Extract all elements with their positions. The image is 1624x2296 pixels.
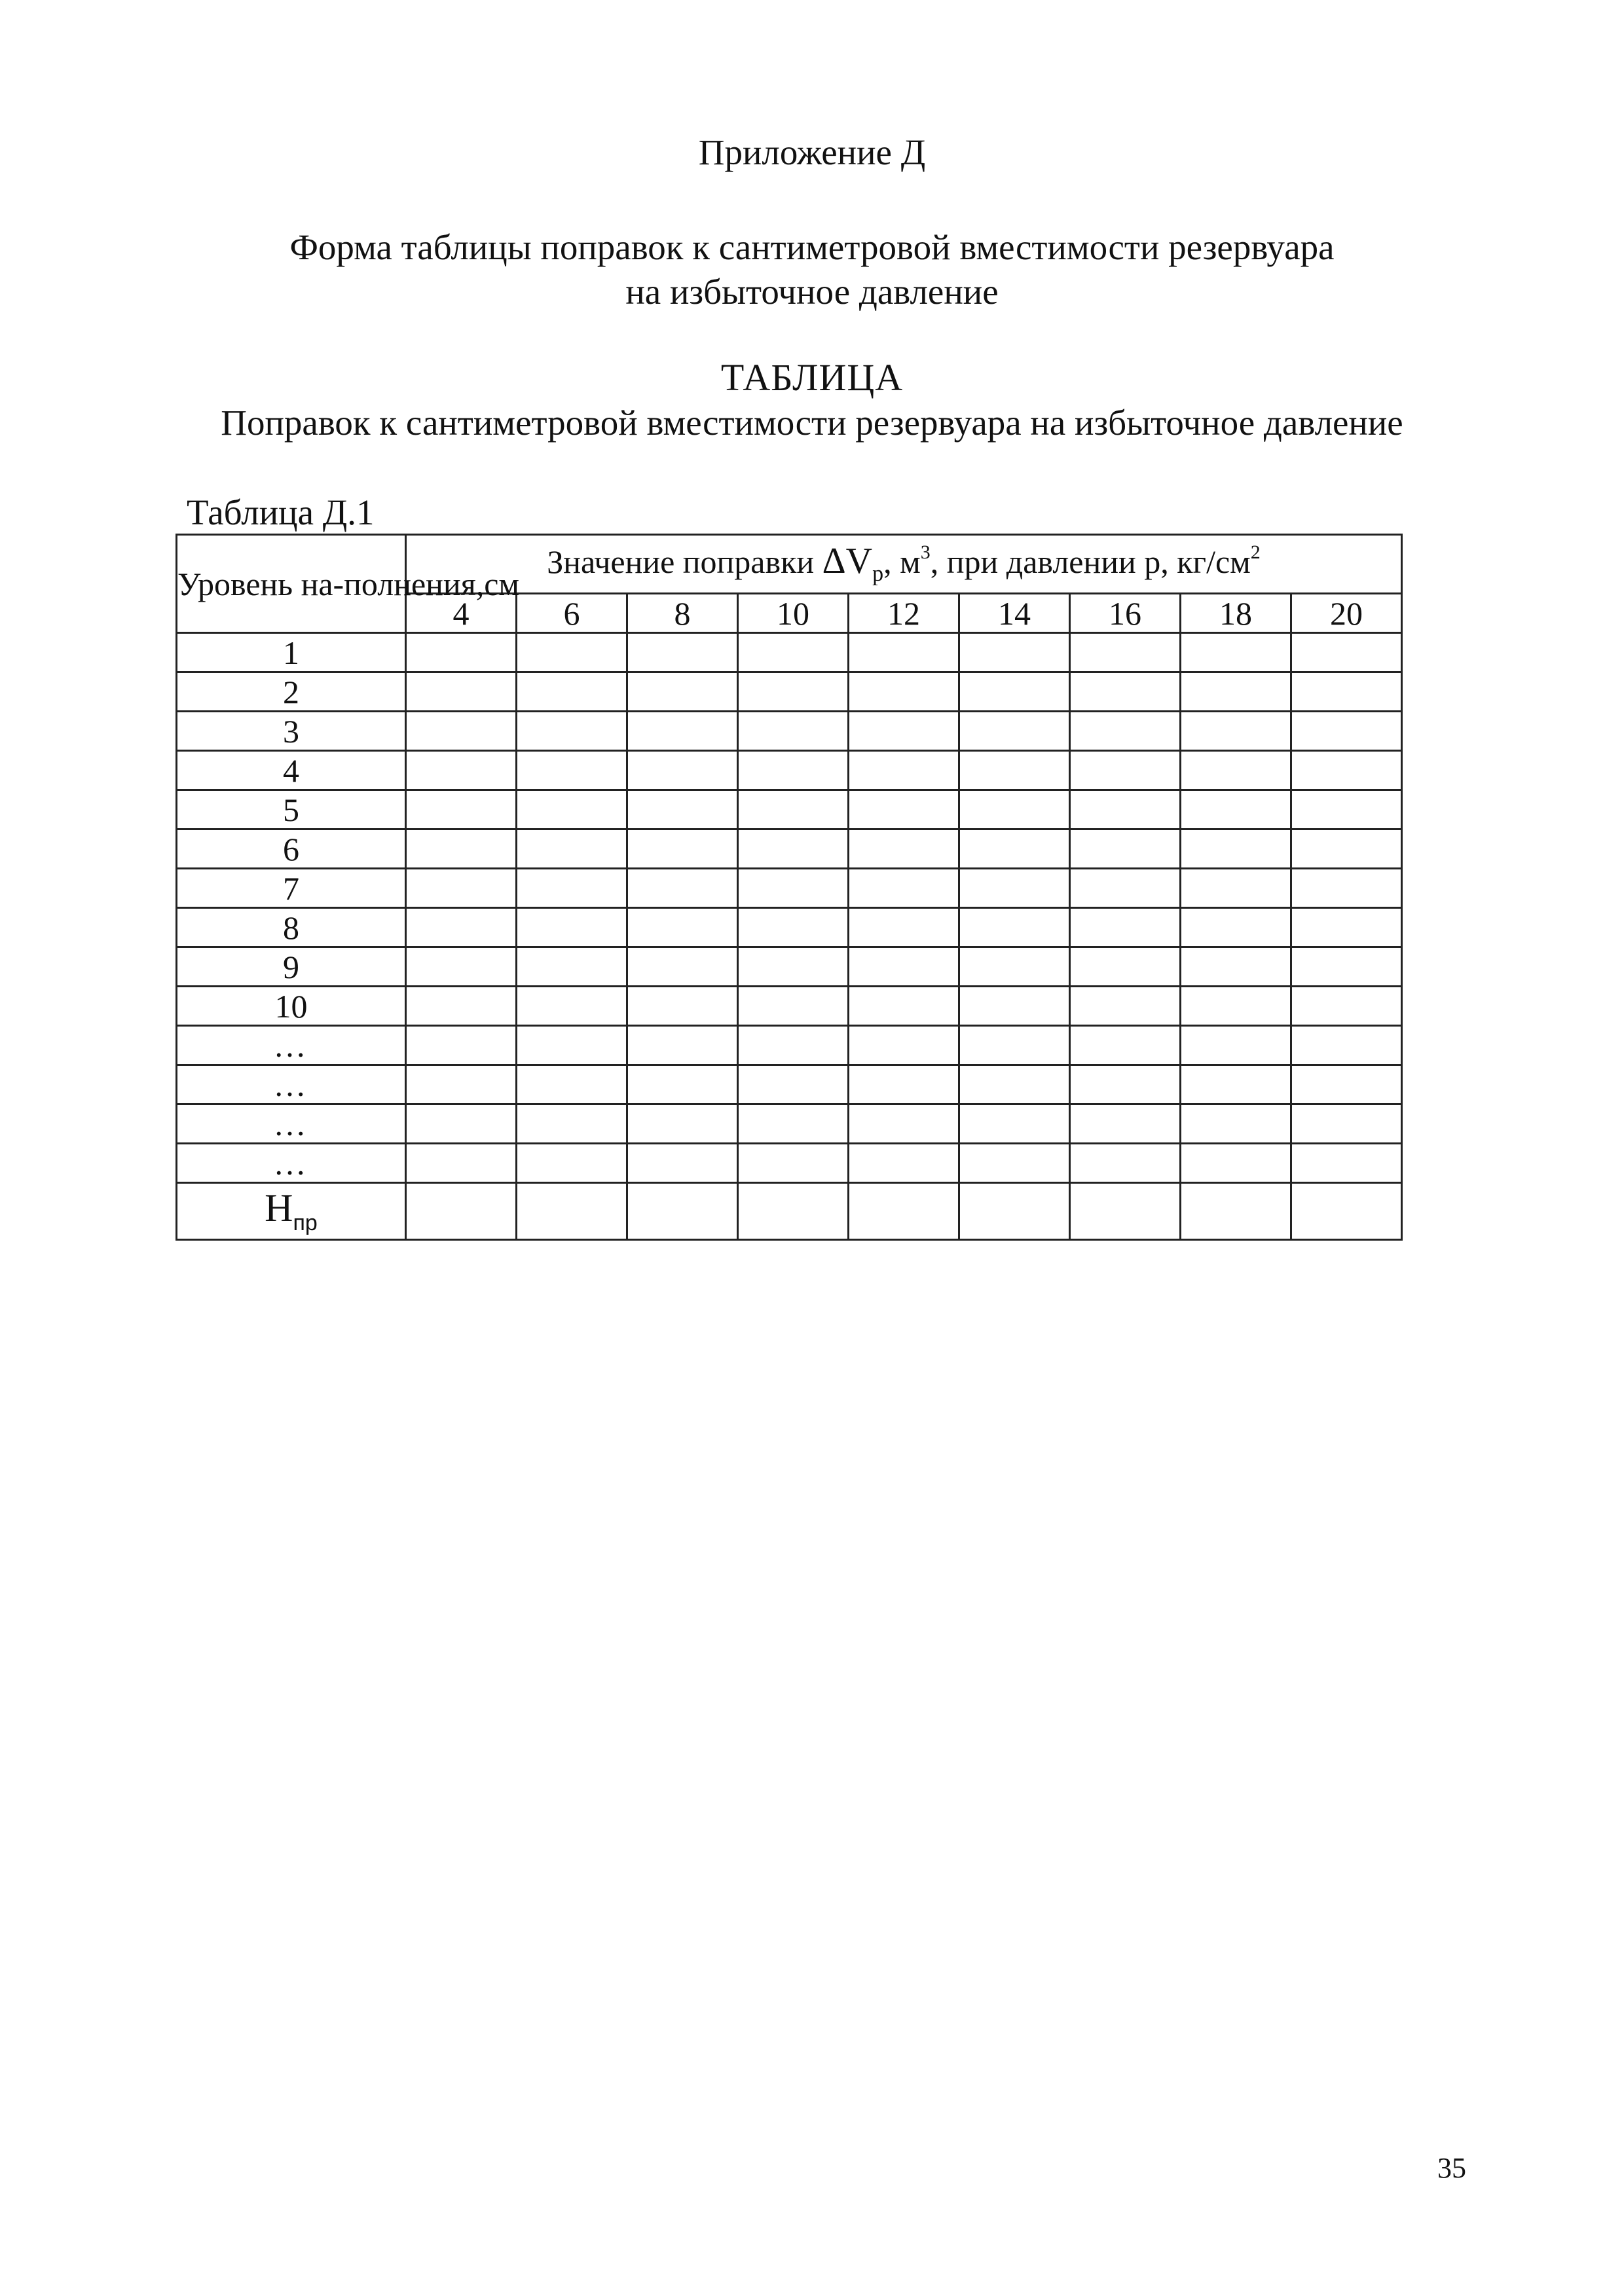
- delta-v-subscript: p: [872, 562, 884, 586]
- value-cell: [959, 672, 1070, 712]
- value-cell: [738, 1104, 849, 1144]
- value-cell: [1291, 1065, 1402, 1104]
- value-cell: [627, 829, 738, 869]
- value-cell: [627, 1144, 738, 1183]
- value-cell: [627, 672, 738, 712]
- value-cell: [1181, 712, 1291, 751]
- value-cell: [959, 829, 1070, 869]
- pressure-header-cell: 6: [517, 594, 627, 633]
- value-cell: [627, 1104, 738, 1144]
- value-cell: [849, 672, 959, 712]
- value-cell: [406, 908, 517, 947]
- value-cell: [1181, 1026, 1291, 1065]
- value-cell: [738, 1183, 849, 1240]
- value-cell: [627, 908, 738, 947]
- pressure-header-cell: 18: [1181, 594, 1291, 633]
- value-cell: [959, 869, 1070, 908]
- value-cell: [1181, 869, 1291, 908]
- value-cell: [1291, 987, 1402, 1026]
- table-title: ТАБЛИЦА: [720, 356, 904, 399]
- value-cell: [959, 987, 1070, 1026]
- cubic-superscript: 3: [920, 541, 931, 563]
- value-cell: [517, 987, 627, 1026]
- level-cell: 8: [177, 908, 406, 947]
- value-cell: [627, 1026, 738, 1065]
- value-cell: [406, 633, 517, 672]
- value-cell: [406, 1144, 517, 1183]
- correction-header-prefix: Значение поправки: [547, 543, 822, 580]
- value-cell: [1070, 1026, 1181, 1065]
- value-cell: [849, 633, 959, 672]
- value-cell: [1070, 1144, 1181, 1183]
- pressure-header-cell: 14: [959, 594, 1070, 633]
- hmax-level-cell: [177, 1183, 406, 1240]
- value-cell: [1291, 1026, 1402, 1065]
- value-cell: [627, 751, 738, 790]
- value-cell: [627, 947, 738, 987]
- value-cell: [1291, 869, 1402, 908]
- hmax-symbol: H: [265, 1186, 293, 1230]
- corrections-table: [175, 534, 1403, 1241]
- value-cell: [1070, 947, 1181, 987]
- value-cell: [738, 908, 849, 947]
- value-cell: [517, 869, 627, 908]
- value-cell: [406, 672, 517, 712]
- pressure-header-cell: 10: [738, 594, 849, 633]
- value-cell: [1070, 1065, 1181, 1104]
- value-cell: [1291, 1144, 1402, 1183]
- value-cell: [738, 869, 849, 908]
- value-cell: [849, 987, 959, 1026]
- value-cell: [1070, 987, 1181, 1026]
- value-cell: [1181, 1144, 1291, 1183]
- value-cell: [517, 1026, 627, 1065]
- value-cell: [959, 1065, 1070, 1104]
- value-cell: [849, 829, 959, 869]
- table-row: [177, 1026, 1402, 1065]
- value-cell: [406, 751, 517, 790]
- value-cell: [738, 829, 849, 869]
- value-cell: [959, 947, 1070, 987]
- appendix-title: Приложение Д: [698, 132, 926, 172]
- value-cell: [738, 633, 849, 672]
- value-cell: [849, 751, 959, 790]
- value-cell: [1291, 1104, 1402, 1144]
- value-cell: [959, 712, 1070, 751]
- value-cell: [1070, 829, 1181, 869]
- value-cell: [738, 947, 849, 987]
- value-cell: [1070, 869, 1181, 908]
- value-cell: [1070, 633, 1181, 672]
- value-cell: [849, 1104, 959, 1144]
- value-cell: [1291, 751, 1402, 790]
- value-cell: [627, 1183, 738, 1240]
- pressure-header-cell: 4: [406, 594, 517, 633]
- table-row: [177, 908, 1402, 947]
- value-cell: [517, 751, 627, 790]
- table-row: [177, 1144, 1402, 1183]
- level-cell: …: [177, 1144, 406, 1183]
- form-title-line-2: на избыточное давление: [625, 272, 999, 312]
- table-row: [177, 633, 1402, 672]
- value-cell: [406, 1026, 517, 1065]
- value-cell: [849, 1026, 959, 1065]
- value-cell: [1181, 1065, 1291, 1104]
- value-cell: [406, 1065, 517, 1104]
- level-cell: 1: [177, 633, 406, 672]
- table-row: [177, 1065, 1402, 1104]
- value-cell: [1291, 1183, 1402, 1240]
- value-cell: [1181, 1183, 1291, 1240]
- table-row: [177, 672, 1402, 712]
- value-cell: [849, 1183, 959, 1240]
- value-cell: [849, 869, 959, 908]
- value-cell: [1291, 790, 1402, 829]
- level-cell: …: [177, 1026, 406, 1065]
- table-row: [177, 869, 1402, 908]
- level-cell: …: [177, 1065, 406, 1104]
- table-row: [177, 947, 1402, 987]
- value-cell: [517, 790, 627, 829]
- value-cell: [406, 1104, 517, 1144]
- header-row-1: [177, 535, 1402, 594]
- table-row: [177, 712, 1402, 751]
- value-cell: [738, 1065, 849, 1104]
- level-cell: 7: [177, 869, 406, 908]
- value-cell: [738, 987, 849, 1026]
- table-subtitle: Поправок к сантиметровой вместимости резервуара на избыточное давление: [221, 403, 1403, 443]
- value-cell: [849, 790, 959, 829]
- value-cell: [1181, 908, 1291, 947]
- level-cell: 5: [177, 790, 406, 829]
- level-column-header: Уровень на-полнения,см: [177, 535, 406, 633]
- form-title-line-1: Форма таблицы поправок к сантиметровой вместимости резервуара: [289, 227, 1335, 267]
- value-cell: [1181, 1104, 1291, 1144]
- value-cell: [627, 712, 738, 751]
- value-cell: [406, 790, 517, 829]
- value-cell: [1291, 947, 1402, 987]
- pressure-header-cell: 16: [1070, 594, 1181, 633]
- value-cell: [406, 869, 517, 908]
- value-cell: [1070, 1183, 1181, 1240]
- value-cell: [1291, 829, 1402, 869]
- pressure-header-cell: 20: [1291, 594, 1402, 633]
- value-cell: [517, 908, 627, 947]
- value-cell: [627, 869, 738, 908]
- value-cell: [406, 712, 517, 751]
- value-cell: [1070, 790, 1181, 829]
- table-row: [177, 790, 1402, 829]
- level-cell: 4: [177, 751, 406, 790]
- table-label: Таблица Д.1: [187, 492, 375, 532]
- square-superscript: 2: [1250, 541, 1261, 563]
- value-cell: [738, 790, 849, 829]
- value-cell: [738, 751, 849, 790]
- value-cell: [738, 1026, 849, 1065]
- value-cell: [849, 908, 959, 947]
- value-cell: [627, 790, 738, 829]
- pressure-header-cell: 8: [627, 594, 738, 633]
- value-cell: [1291, 672, 1402, 712]
- value-cell: [1181, 987, 1291, 1026]
- value-cell: [1181, 633, 1291, 672]
- value-cell: [738, 1144, 849, 1183]
- value-cell: [849, 1065, 959, 1104]
- correction-header-unit: , м: [883, 543, 921, 580]
- value-cell: [517, 1104, 627, 1144]
- value-cell: [517, 1065, 627, 1104]
- value-cell: [1291, 712, 1402, 751]
- value-cell: [959, 633, 1070, 672]
- value-cell: [517, 672, 627, 712]
- correction-column-header: [406, 535, 1402, 594]
- correction-header-suffix: , при давлении p, кг/см: [930, 543, 1251, 580]
- value-cell: [1070, 712, 1181, 751]
- value-cell: [406, 987, 517, 1026]
- value-cell: [1070, 908, 1181, 947]
- level-cell: 6: [177, 829, 406, 869]
- value-cell: [517, 829, 627, 869]
- value-cell: [959, 1144, 1070, 1183]
- value-cell: [517, 712, 627, 751]
- value-cell: [959, 908, 1070, 947]
- value-cell: [1070, 751, 1181, 790]
- level-cell: 3: [177, 712, 406, 751]
- value-cell: [627, 633, 738, 672]
- value-cell: [1291, 633, 1402, 672]
- value-cell: [406, 1183, 517, 1240]
- level-cell: …: [177, 1104, 406, 1144]
- table-row: [177, 987, 1402, 1026]
- value-cell: [738, 712, 849, 751]
- value-cell: [959, 1104, 1070, 1144]
- value-cell: [959, 1026, 1070, 1065]
- value-cell: [1181, 947, 1291, 987]
- value-cell: [1291, 908, 1402, 947]
- value-cell: [738, 672, 849, 712]
- value-cell: [627, 1065, 738, 1104]
- table-row: [177, 1104, 1402, 1144]
- level-cell: 9: [177, 947, 406, 987]
- value-cell: [1181, 751, 1291, 790]
- table-row: [177, 829, 1402, 869]
- value-cell: [517, 1183, 627, 1240]
- value-cell: [406, 829, 517, 869]
- value-cell: [1181, 790, 1291, 829]
- pressure-header-cell: 12: [849, 594, 959, 633]
- value-cell: [1070, 1104, 1181, 1144]
- hmax-subscript: пр: [293, 1211, 318, 1235]
- value-cell: [849, 1144, 959, 1183]
- value-cell: [849, 712, 959, 751]
- value-cell: [849, 947, 959, 987]
- value-cell: [1070, 672, 1181, 712]
- value-cell: [959, 751, 1070, 790]
- value-cell: [517, 1144, 627, 1183]
- level-cell: 2: [177, 672, 406, 712]
- page-number: 35: [1437, 2152, 1466, 2184]
- value-cell: [959, 790, 1070, 829]
- level-cell: 10: [177, 987, 406, 1026]
- delta-v-symbol: ΔV: [822, 541, 873, 581]
- value-cell: [1181, 672, 1291, 712]
- value-cell: [959, 1183, 1070, 1240]
- table-row: [177, 751, 1402, 790]
- value-cell: [517, 633, 627, 672]
- table-row-hmax: [177, 1183, 1402, 1240]
- value-cell: [406, 947, 517, 987]
- value-cell: [627, 987, 738, 1026]
- value-cell: [517, 947, 627, 987]
- value-cell: [1181, 829, 1291, 869]
